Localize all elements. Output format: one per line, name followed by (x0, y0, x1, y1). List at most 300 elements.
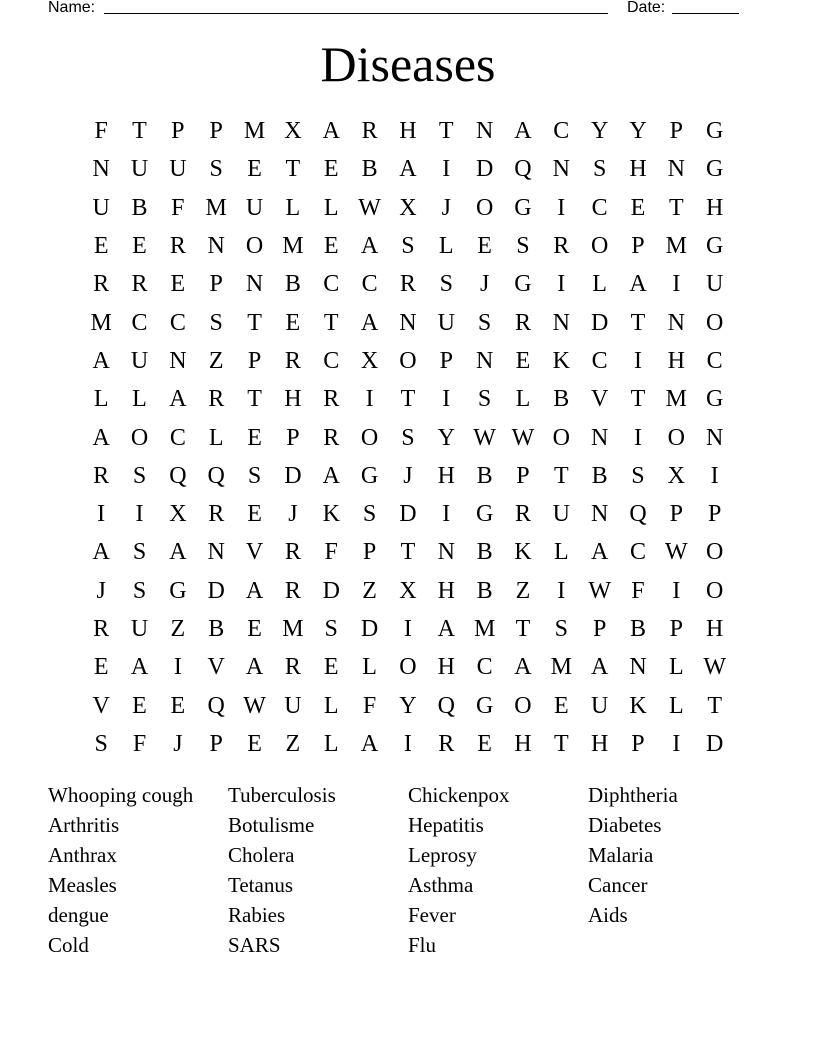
grid-cell[interactable]: R (208, 501, 225, 528)
grid-cell[interactable]: S (209, 309, 223, 336)
grid-cell[interactable]: M (282, 616, 304, 642)
grid-cell[interactable]: S (554, 616, 568, 642)
grid-cell[interactable]: H (437, 462, 455, 489)
grid-cell[interactable]: H (399, 118, 417, 145)
grid-cell[interactable]: F (362, 692, 377, 719)
grid-cell[interactable]: C (323, 271, 340, 298)
grid-cell[interactable]: B (476, 539, 493, 566)
grid-cell[interactable]: K (629, 692, 647, 719)
grid-cell[interactable]: L (553, 539, 569, 566)
date-blank-line[interactable] (672, 0, 739, 14)
grid-cell[interactable]: I (557, 194, 566, 221)
grid-cell[interactable]: I (557, 577, 566, 604)
grid-cell[interactable]: G (169, 577, 187, 604)
grid-cell[interactable]: U (130, 616, 149, 642)
grid-cell[interactable]: B (284, 271, 301, 298)
grid-cell[interactable]: W (358, 194, 381, 221)
grid-cell[interactable]: H (437, 654, 455, 681)
grid-cell[interactable]: L (208, 424, 224, 451)
grid-cell[interactable]: O (245, 233, 264, 260)
grid-cell[interactable]: Q (169, 462, 187, 489)
grid-cell[interactable]: B (553, 386, 570, 413)
grid-cell[interactable]: C (591, 194, 608, 221)
grid-cell[interactable]: T (515, 616, 531, 642)
grid-cell[interactable]: I (557, 271, 566, 298)
grid-cell[interactable]: S (94, 730, 108, 757)
grid-cell[interactable]: E (323, 233, 339, 260)
grid-cell[interactable]: G (706, 386, 724, 413)
grid-cell[interactable]: I (672, 577, 681, 604)
grid-cell[interactable]: T (400, 539, 416, 566)
grid-cell[interactable]: A (360, 309, 379, 336)
grid-cell[interactable]: V (92, 692, 110, 719)
grid-cell[interactable]: U (130, 347, 149, 374)
grid-cell[interactable]: R (438, 730, 455, 757)
grid-cell[interactable]: D (207, 577, 225, 604)
grid-cell[interactable]: S (401, 233, 415, 260)
grid-cell[interactable]: N (552, 309, 570, 336)
grid-cell[interactable]: Z (362, 577, 377, 604)
grid-cell[interactable]: Q (629, 501, 647, 528)
grid-cell[interactable]: Q (514, 156, 532, 183)
grid-cell[interactable]: P (669, 118, 683, 145)
grid-cell[interactable]: N (475, 347, 494, 374)
grid-cell[interactable]: R (93, 616, 110, 642)
grid-cell[interactable]: E (323, 156, 339, 183)
grid-cell[interactable]: W (665, 539, 688, 566)
grid-cell[interactable]: E (132, 692, 147, 719)
grid-cell[interactable]: I (442, 156, 451, 183)
grid-cell[interactable]: F (132, 730, 147, 757)
grid-cell[interactable]: N (399, 309, 417, 336)
grid-cell[interactable]: R (284, 577, 301, 604)
grid-cell[interactable]: Z (515, 577, 531, 604)
grid-cell[interactable]: N (590, 501, 609, 528)
grid-cell[interactable]: H (667, 347, 685, 374)
grid-cell[interactable]: R (553, 233, 570, 260)
grid-cell[interactable]: L (323, 692, 339, 719)
grid-cell[interactable]: N (590, 424, 609, 451)
grid-cell[interactable]: S (516, 233, 530, 260)
grid-cell[interactable]: O (590, 233, 609, 260)
grid-cell[interactable]: B (361, 156, 378, 183)
grid-cell[interactable]: W (511, 424, 535, 451)
grid-cell[interactable]: A (629, 271, 647, 298)
grid-cell[interactable]: P (592, 616, 607, 642)
grid-cell[interactable]: G (514, 271, 532, 298)
grid-cell[interactable]: I (633, 424, 642, 451)
grid-cell[interactable]: T (630, 386, 646, 413)
grid-cell[interactable]: S (132, 539, 147, 566)
grid-cell[interactable]: P (362, 539, 377, 566)
grid-cell[interactable]: E (323, 654, 339, 681)
grid-cell[interactable]: M (665, 233, 687, 260)
grid-cell[interactable]: T (707, 692, 722, 719)
grid-cell[interactable]: D (322, 577, 340, 604)
grid-cell[interactable]: D (706, 730, 724, 757)
grid-cell[interactable]: R (93, 271, 110, 298)
grid-cell[interactable]: U (169, 156, 187, 183)
grid-cell[interactable]: J (173, 730, 183, 757)
grid-cell[interactable]: L (515, 386, 531, 413)
word-column (48, 780, 228, 960)
grid-cell[interactable]: S (132, 577, 147, 604)
grid-cell[interactable]: J (403, 462, 413, 489)
grid-cell[interactable]: J (96, 577, 106, 604)
grid-cell[interactable]: B (476, 577, 493, 604)
grid-cell[interactable]: J (479, 271, 490, 298)
grid-cell[interactable]: R (514, 309, 531, 336)
grid-cell[interactable]: A (130, 654, 149, 681)
grid-cell[interactable]: D (475, 156, 494, 183)
grid-cell[interactable]: J (288, 501, 298, 528)
grid-cell[interactable]: I (173, 654, 182, 681)
grid-cell[interactable]: I (442, 501, 451, 528)
grid-cell[interactable]: C (591, 347, 608, 374)
grid-cell[interactable]: L (323, 730, 339, 757)
grid-cell[interactable]: U (552, 501, 570, 528)
word-column (408, 780, 588, 960)
grid-cell[interactable]: I (633, 347, 642, 374)
grid-cell[interactable]: O (706, 539, 724, 566)
grid-cell[interactable]: L (93, 386, 109, 413)
grid-cell[interactable]: X (399, 194, 417, 221)
grid-cell[interactable]: X (284, 118, 302, 145)
grid-cell[interactable]: C (131, 309, 148, 336)
grid-cell[interactable]: W (588, 577, 611, 604)
grid-cell[interactable]: S (247, 462, 262, 489)
grid-cell[interactable]: Q (437, 692, 455, 719)
grid-cell[interactable]: D (590, 309, 609, 336)
grid-cell[interactable]: F (324, 539, 338, 566)
grid-cell[interactable]: E (247, 501, 262, 528)
grid-cell[interactable]: S (477, 386, 492, 413)
grid-cell[interactable]: R (208, 386, 225, 413)
grid-cell[interactable]: Z (285, 730, 301, 757)
grid-cell[interactable]: A (92, 347, 110, 374)
grid-cell[interactable]: C (323, 347, 340, 374)
grid-cell[interactable]: L (438, 233, 454, 260)
grid-cell[interactable]: P (669, 501, 683, 528)
grid-cell[interactable]: Y (437, 424, 455, 451)
grid-cell[interactable]: L (668, 654, 684, 681)
grid-cell[interactable]: X (360, 347, 379, 374)
grid-cell[interactable]: Y (629, 118, 647, 145)
grid-cell[interactable]: E (170, 692, 186, 719)
grid-cell[interactable]: E (93, 233, 109, 260)
grid-cell[interactable]: R (323, 386, 340, 413)
grid-cell[interactable]: M (282, 233, 304, 260)
grid-cell[interactable]: R (131, 271, 148, 298)
grid-cell[interactable]: W (703, 654, 726, 681)
grid-cell[interactable]: I (135, 501, 144, 528)
grid-cell[interactable]: B (629, 616, 646, 642)
grid-cell[interactable]: P (439, 347, 453, 374)
grid-cell[interactable]: A (92, 424, 110, 451)
grid-cell[interactable]: P (209, 271, 223, 298)
grid-cell[interactable]: N (169, 347, 187, 374)
grid-cell[interactable]: H (590, 730, 609, 757)
grid-cell[interactable]: A (590, 654, 609, 681)
grid-cell[interactable]: H (437, 577, 455, 604)
grid-cell[interactable]: A (245, 577, 264, 604)
grid-cell[interactable]: V (245, 539, 264, 566)
grid-cell[interactable]: N (706, 424, 724, 451)
grid-cell[interactable]: N (207, 233, 225, 260)
grid-cell[interactable]: T (553, 730, 569, 757)
grid-cell[interactable]: S (401, 424, 415, 451)
grid-cell[interactable]: O (360, 424, 379, 451)
grid-cell[interactable]: Z (170, 616, 186, 642)
grid-cell[interactable]: N (207, 539, 225, 566)
grid-cell[interactable]: G (706, 156, 724, 183)
grid-cell[interactable]: B (131, 194, 148, 221)
grid-cell[interactable]: R (323, 424, 340, 451)
grid-cell[interactable]: O (552, 424, 570, 451)
grid-cell[interactable]: E (247, 616, 262, 642)
word-list-item: Whooping cough (48, 783, 194, 807)
grid-cell[interactable]: H (706, 616, 724, 642)
grid-cell[interactable]: A (169, 386, 187, 413)
grid-cell[interactable]: Q (207, 462, 225, 489)
grid-cell[interactable]: U (130, 156, 149, 183)
grid-cell[interactable]: P (286, 424, 300, 451)
grid-cell[interactable]: E (477, 233, 492, 260)
grid-cell[interactable]: Z (208, 347, 224, 374)
grid-cell[interactable]: E (247, 730, 262, 757)
grid-cell[interactable]: R (284, 654, 301, 681)
grid-cell[interactable]: W (243, 692, 266, 719)
grid-cell[interactable]: B (208, 616, 225, 642)
word-list-item: Hepatitis (408, 813, 484, 837)
grid-cell[interactable]: F (631, 577, 645, 604)
word-list-item: Diabetes (588, 813, 662, 837)
grid-cell[interactable]: N (245, 271, 264, 298)
grid-cell[interactable]: U (706, 271, 724, 298)
name-blank-line[interactable] (104, 0, 608, 14)
grid-cell[interactable]: I (442, 386, 451, 413)
grid-cell[interactable]: S (592, 156, 607, 183)
grid-cell[interactable]: D (360, 616, 379, 642)
grid-cell[interactable]: G (706, 118, 724, 145)
grid-cell[interactable]: L (362, 654, 377, 681)
grid-cell[interactable]: R (399, 271, 416, 298)
grid-cell[interactable]: X (169, 501, 187, 528)
grid-cell[interactable]: E (93, 654, 109, 681)
grid-cell[interactable]: O (706, 577, 724, 604)
grid-cell[interactable]: R (514, 501, 531, 528)
grid-cell[interactable]: O (514, 692, 532, 719)
grid-cell[interactable]: C (169, 424, 186, 451)
grid-cell[interactable]: L (668, 692, 684, 719)
grid-cell[interactable]: K (552, 347, 570, 374)
grid-cell[interactable]: T (438, 118, 454, 145)
grid-cell[interactable]: N (629, 654, 647, 681)
grid-cell[interactable]: K (322, 501, 340, 528)
grid-cell[interactable]: T (323, 309, 339, 336)
grid-cell[interactable]: H (706, 194, 724, 221)
grid-cell[interactable]: E (515, 347, 531, 374)
grid-cell[interactable]: S (631, 462, 645, 489)
grid-cell[interactable]: O (706, 309, 724, 336)
grid-cell[interactable]: T (553, 462, 569, 489)
grid-cell[interactable]: G (360, 462, 379, 489)
grid-cell[interactable]: S (439, 271, 453, 298)
grid-cell[interactable]: U (92, 194, 110, 221)
grid-cell[interactable]: N (667, 156, 685, 183)
grid-cell[interactable]: S (477, 309, 492, 336)
grid-cell[interactable]: O (667, 424, 685, 451)
grid-cell[interactable]: I (672, 730, 681, 757)
grid-cell[interactable]: C (553, 118, 570, 145)
grid-cell[interactable]: A (360, 730, 379, 757)
grid-cell[interactable]: E (132, 233, 147, 260)
grid-cell[interactable]: M (550, 654, 572, 681)
grid-cell[interactable]: T (285, 156, 301, 183)
grid-cell[interactable]: N (552, 156, 570, 183)
grid-cell[interactable]: H (514, 730, 532, 757)
grid-cell[interactable]: Q (207, 692, 225, 719)
grid-cell[interactable]: A (245, 654, 264, 681)
grid-cell[interactable]: V (590, 386, 609, 413)
grid-cell[interactable]: P (631, 233, 645, 260)
grid-cell[interactable]: A (514, 118, 532, 145)
grid-cell[interactable]: T (247, 309, 262, 336)
grid-cell[interactable]: M (665, 386, 687, 413)
grid-cell[interactable]: T (132, 118, 147, 145)
grid-cell[interactable]: M (473, 616, 496, 642)
grid-cell[interactable]: A (514, 654, 532, 681)
grid-cell[interactable]: T (247, 386, 262, 413)
grid-cell[interactable]: J (441, 194, 451, 221)
grid-cell[interactable]: A (360, 233, 379, 260)
grid-cell[interactable]: I (365, 386, 374, 413)
grid-cell[interactable]: S (209, 156, 223, 183)
grid-cell[interactable]: U (590, 692, 609, 719)
grid-cell[interactable]: I (97, 501, 106, 528)
grid-cell[interactable]: Y (590, 118, 609, 145)
grid-cell[interactable]: B (591, 462, 608, 489)
grid-cell[interactable]: H (284, 386, 302, 413)
grid-cell[interactable]: G (475, 501, 494, 528)
grid-cell[interactable]: W (473, 424, 496, 451)
grid-cell[interactable]: Y (399, 692, 417, 719)
grid-cell[interactable]: A (322, 118, 340, 145)
grid-cell[interactable]: P (516, 462, 530, 489)
grid-cell[interactable]: N (437, 539, 455, 566)
grid-cell[interactable]: H (629, 156, 647, 183)
grid-cell[interactable]: T (668, 194, 684, 221)
grid-cell[interactable]: C (476, 654, 493, 681)
grid-cell[interactable]: F (94, 118, 108, 145)
grid-cell[interactable]: C (706, 347, 723, 374)
grid-cell[interactable]: G (475, 692, 494, 719)
grid-cell[interactable]: R (361, 118, 378, 145)
grid-cell[interactable]: P (669, 616, 683, 642)
grid-cell[interactable]: P (171, 118, 185, 145)
grid-cell[interactable]: E (477, 730, 492, 757)
grid-cell[interactable]: C (361, 271, 378, 298)
grid-cell[interactable]: U (284, 692, 302, 719)
grid-cell[interactable]: O (130, 424, 149, 451)
grid-cell[interactable]: M (90, 309, 112, 336)
word-list-item: Rabies (228, 903, 286, 927)
grid-cell[interactable]: E (247, 424, 262, 451)
grid-cell[interactable]: P (247, 347, 262, 374)
grid-cell[interactable]: C (629, 539, 646, 566)
grid-cell[interactable]: L (285, 194, 301, 221)
grid-cell[interactable]: K (514, 539, 532, 566)
grid-cell[interactable]: A (437, 616, 455, 642)
grid-cell[interactable]: P (631, 730, 645, 757)
grid-row (82, 303, 734, 341)
grid-cell[interactable]: M (205, 194, 227, 221)
grid-cell[interactable]: T (630, 309, 646, 336)
grid-cell[interactable]: R (93, 462, 110, 489)
word-list-item: Arthritis (48, 813, 120, 837)
grid-cell[interactable]: F (171, 194, 185, 221)
grid-cell[interactable]: P (707, 501, 722, 528)
grid-cell[interactable]: R (169, 233, 186, 260)
grid-cell[interactable]: P (209, 730, 223, 757)
grid-cell[interactable]: D (399, 501, 417, 528)
grid-cell[interactable]: A (590, 539, 609, 566)
grid-cell[interactable]: O (399, 654, 417, 681)
grid-cell[interactable]: N (667, 309, 685, 336)
grid-cell[interactable]: I (672, 271, 681, 298)
grid-cell[interactable]: E (553, 692, 569, 719)
grid-cell[interactable]: E (630, 194, 646, 221)
grid-cell[interactable]: R (284, 347, 301, 374)
grid-cell[interactable]: T (400, 386, 416, 413)
grid-cell[interactable]: A (92, 539, 110, 566)
grid-cell[interactable]: P (209, 118, 223, 145)
grid-cell[interactable]: E (285, 309, 301, 336)
grid-cell[interactable]: O (399, 347, 417, 374)
grid-cell[interactable]: I (403, 730, 412, 757)
grid-cell[interactable]: S (324, 616, 338, 642)
grid-cell[interactable]: A (399, 156, 417, 183)
grid-row (82, 533, 734, 571)
grid-cell[interactable]: D (284, 462, 302, 489)
grid-cell[interactable]: G (706, 233, 724, 260)
grid-cell[interactable]: L (323, 194, 339, 221)
grid-cell[interactable]: I (403, 616, 412, 642)
grid-cell[interactable]: X (399, 577, 417, 604)
grid-cell[interactable]: A (169, 539, 187, 566)
grid-cell[interactable]: E (170, 271, 186, 298)
grid-cell[interactable]: I (710, 462, 719, 489)
grid-cell[interactable]: U (437, 309, 455, 336)
grid-cell[interactable]: B (476, 462, 493, 489)
grid-cell[interactable]: M (243, 118, 266, 145)
grid-cell[interactable]: O (475, 194, 494, 221)
grid-cell[interactable]: C (169, 309, 186, 336)
grid-cell[interactable]: N (92, 156, 110, 183)
grid-cell[interactable]: V (207, 654, 225, 681)
grid-cell[interactable]: G (514, 194, 532, 221)
grid-cell[interactable]: N (475, 118, 494, 145)
grid-cell[interactable]: L (592, 271, 607, 298)
grid-cell[interactable]: A (322, 462, 340, 489)
grid-cell[interactable]: X (667, 462, 685, 489)
grid-cell[interactable]: L (132, 386, 147, 413)
grid-cell[interactable]: S (362, 501, 377, 528)
grid-cell[interactable]: S (132, 462, 147, 489)
grid-cell[interactable]: R (284, 539, 301, 566)
grid-cell[interactable]: E (247, 156, 262, 183)
grid-cell[interactable]: U (245, 194, 264, 221)
